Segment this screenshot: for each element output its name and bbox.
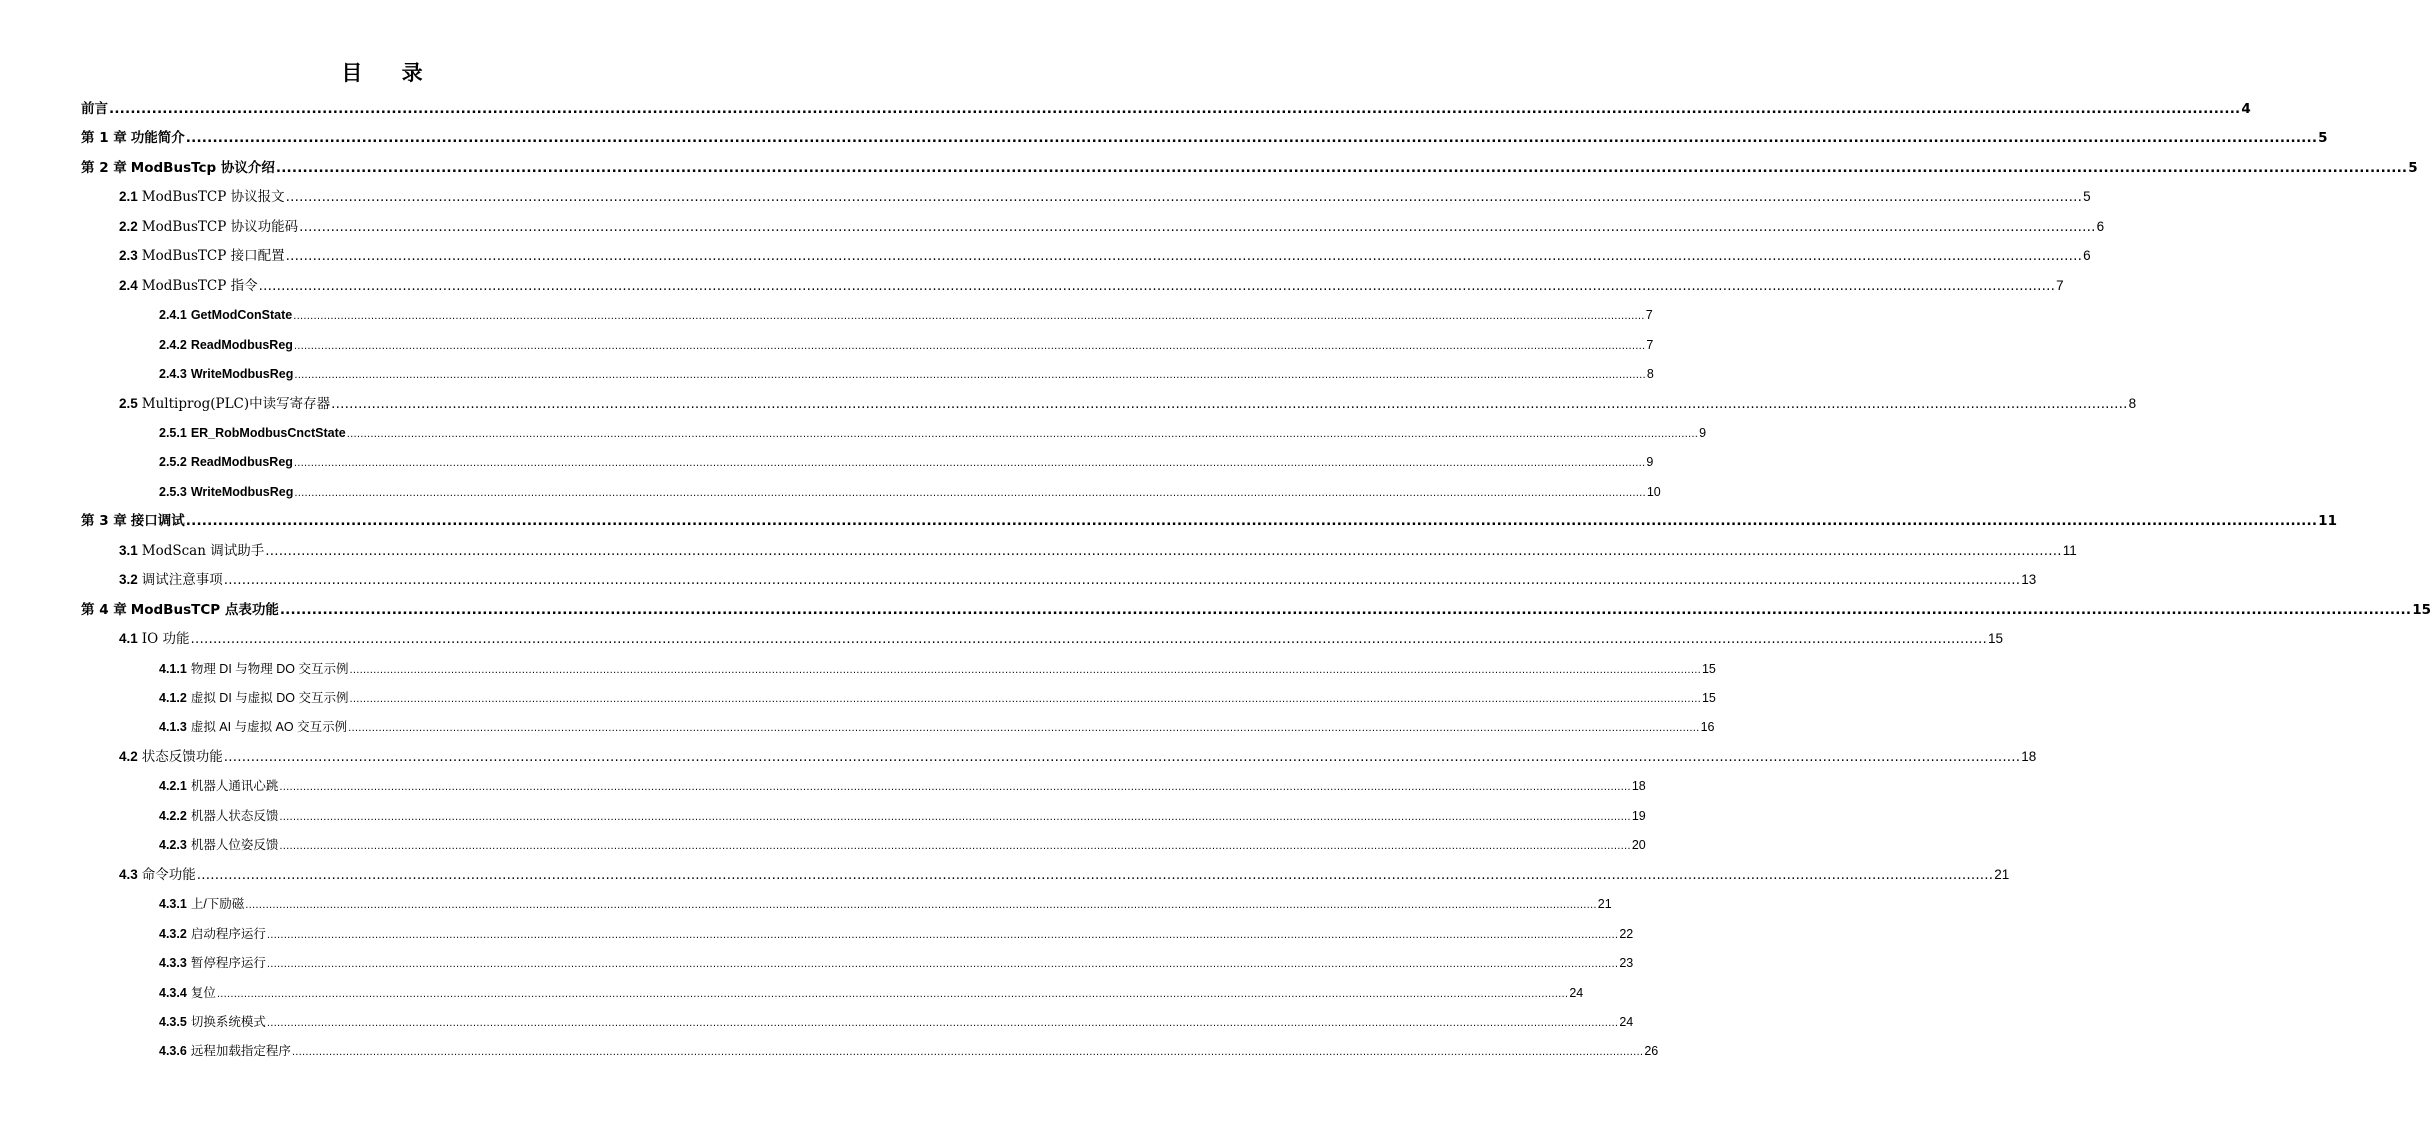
toc-entry-number: 4.2.1 — [159, 779, 187, 794]
toc-entry-title: 机器人位姿反馈 — [190, 838, 279, 853]
toc-entry-number: 4.3.3 — [159, 956, 187, 971]
toc-entry[interactable] — [159, 422, 1707, 444]
toc-entry[interactable] — [119, 393, 2137, 415]
toc-entry[interactable] — [159, 1040, 1659, 1062]
toc-entry[interactable] — [159, 952, 1634, 974]
toc-entry-number: 2.1 — [119, 189, 138, 205]
toc-leader-dots: ................................................................................................................................................................................................................................................................................................................................................................................................................ — [299, 218, 2096, 235]
toc-entry-title: 上/下励磁 — [190, 897, 245, 912]
toc-entry[interactable] — [159, 304, 1653, 326]
toc-entry[interactable] — [159, 451, 1654, 473]
toc-entry-number: 第 1 章 — [81, 130, 127, 147]
toc-entry-title: ModBusTCP 指令 — [141, 277, 258, 294]
toc-page-number: 24 — [1569, 985, 1584, 1000]
toc-page-number: 4 — [2241, 101, 2251, 117]
toc-leader-dots: ................................................................................................................................................................................................................................................................................................................................................................................................................ — [266, 929, 1619, 941]
toc-leader-dots: ................................................................................................................................................................................................................................................................................................................................................................................................................ — [258, 277, 2056, 294]
toc-entry[interactable] — [119, 540, 2077, 562]
toc-page-number: 15 — [1701, 691, 1716, 705]
toc-entry[interactable] — [81, 157, 2418, 179]
toc-leader-dots: ................................................................................................................................................................................................................................................................................................................................................................................................................ — [285, 189, 2083, 206]
toc-entry-title: 虚拟 DI 与虚拟 DO 交互示例 — [190, 691, 349, 705]
toc-entry-number: 4.2.3 — [159, 838, 187, 853]
toc-leader-dots: ................................................................................................................................................................................................................................................................................................................................................................................................................ — [293, 311, 1645, 323]
toc-entry-number: 4.3.1 — [159, 897, 187, 912]
toc-entry[interactable] — [159, 982, 1584, 1004]
toc-entry[interactable] — [119, 628, 2004, 650]
toc-page-number: 23 — [1619, 956, 1634, 971]
toc-page-number: 19 — [1631, 808, 1646, 823]
toc-entry[interactable] — [159, 481, 1661, 503]
toc-page-number: 11 — [2318, 513, 2337, 530]
toc-entry-number: 2.5.1 — [159, 425, 187, 440]
toc-page-number: 16 — [1700, 720, 1715, 735]
toc-page-number: 21 — [1597, 897, 1612, 912]
toc-page-number: 5 — [2318, 130, 2328, 147]
toc-entry-number: 4.3.4 — [159, 985, 187, 1000]
toc-page-number: 22 — [1619, 926, 1634, 941]
toc-leader-dots: ................................................................................................................................................................................................................................................................................................................................................................................................................ — [265, 542, 2062, 559]
toc-leader-dots: ................................................................................................................................................................................................................................................................................................................................................................................................................ — [185, 513, 2318, 530]
toc-entry-title: IO 功能 — [141, 631, 190, 648]
toc-entry[interactable] — [119, 864, 2010, 886]
toc-entry-title: ReadModbusReg — [190, 337, 293, 352]
toc-leader-dots: ................................................................................................................................................................................................................................................................................................................................................................................................................ — [346, 428, 1699, 440]
toc-page-number: 10 — [1646, 484, 1661, 499]
toc-page-number: 7 — [2056, 277, 2064, 293]
toc-leader-dots: ................................................................................................................................................................................................................................................................................................................................................................................................................ — [285, 248, 2083, 265]
toc-entry[interactable] — [119, 746, 2037, 768]
toc-entry-title: 机器人通讯心跳 — [190, 779, 279, 794]
toc-leader-dots: ................................................................................................................................................................................................................................................................................................................................................................................................................ — [279, 601, 2412, 618]
toc-page-number: 18 — [1631, 779, 1646, 794]
toc-entry-number: 4.3.2 — [159, 926, 187, 941]
toc-entry[interactable] — [119, 186, 2091, 208]
toc-entry-title: GetModConState — [190, 308, 293, 323]
toc-page-number: 26 — [1644, 1044, 1659, 1059]
toc-entry[interactable] — [81, 510, 2337, 532]
toc-entry-number: 2.3 — [119, 248, 138, 264]
toc-leader-dots: ................................................................................................................................................................................................................................................................................................................................................................................................................ — [245, 900, 1597, 912]
toc-entry-title: 调试注意事项 — [141, 572, 223, 589]
toc-entry-title: ModBusTCP 点表功能 — [130, 601, 279, 618]
toc-entry-number: 3.1 — [119, 542, 138, 558]
toc-entry-number: 4.3.5 — [159, 1014, 187, 1029]
toc-leader-dots: ................................................................................................................................................................................................................................................................................................................................................................................................................ — [294, 370, 1646, 382]
toc-entry[interactable] — [159, 893, 1612, 915]
toc-leader-dots: ................................................................................................................................................................................................................................................................................................................................................................................................................ — [294, 487, 1646, 499]
toc-entry-number: 4.1.1 — [159, 661, 187, 676]
toc-page-number: 9 — [1646, 455, 1654, 470]
toc-entry-title: ModBusTCP 协议功能码 — [141, 218, 299, 235]
toc-entry-number: 2.4 — [119, 277, 138, 293]
toc-entry[interactable] — [159, 334, 1654, 356]
toc-entry[interactable] — [119, 245, 2091, 267]
toc-leader-dots: ................................................................................................................................................................................................................................................................................................................................................................................................................ — [223, 748, 2021, 765]
toc-entry-title: ModBusTCP 接口配置 — [141, 248, 285, 265]
toc-leader-dots: ................................................................................................................................................................................................................................................................................................................................................................................................................ — [266, 959, 1619, 971]
toc-page-number: 5 — [2083, 189, 2091, 205]
toc-entry-number: 4.2.2 — [159, 808, 187, 823]
toc-leader-dots: ................................................................................................................................................................................................................................................................................................................................................................................................................ — [348, 723, 1700, 735]
toc-page-number: 6 — [2096, 218, 2105, 234]
toc-entry[interactable] — [81, 599, 2431, 621]
toc-entry[interactable] — [159, 775, 1646, 797]
toc-page-number: 15 — [2412, 601, 2431, 618]
toc-leader-dots: ................................................................................................................................................................................................................................................................................................................................................................................................................ — [196, 866, 1994, 883]
toc-leader-dots: ................................................................................................................................................................................................................................................................................................................................................................................................................ — [266, 1017, 1619, 1029]
toc-entry-number: 2.4.3 — [159, 367, 187, 382]
toc-page-number: 9 — [1699, 425, 1707, 440]
toc-leader-dots: ................................................................................................................................................................................................................................................................................................................................................................................................................ — [216, 988, 1569, 1000]
toc-page-number: 21 — [1994, 866, 2010, 882]
toc-entry[interactable] — [159, 1011, 1634, 1033]
toc-entry-title: 远程加载指定程序 — [190, 1044, 291, 1059]
toc-entry-number: 2.5.2 — [159, 455, 187, 470]
toc-page-number: 15 — [1701, 661, 1716, 676]
toc-entry-title: ModBusTcp 协议介绍 — [130, 159, 275, 176]
toc-entry-number: 4.1 — [119, 631, 138, 647]
toc-entry-number: 4.3.6 — [159, 1044, 187, 1059]
toc-entry-number: 第 4 章 — [81, 601, 127, 618]
toc-leader-dots: ................................................................................................................................................................................................................................................................................................................................................................................................................ — [291, 1047, 1644, 1059]
toc-leader-dots: ................................................................................................................................................................................................................................................................................................................................................................................................................ — [279, 841, 1631, 853]
toc-entry-title: ER_RobModbusCnctState — [190, 425, 346, 440]
toc-leader-dots: ................................................................................................................................................................................................................................................................................................................................................................................................................ — [109, 101, 2241, 117]
toc-page-number: 7 — [1645, 308, 1653, 323]
toc-entry-number: 2.2 — [119, 218, 138, 234]
toc-leader-dots: ................................................................................................................................................................................................................................................................................................................................................................................................................ — [190, 631, 1987, 648]
toc-entry-number: 3.2 — [119, 572, 138, 588]
toc-page-number: 11 — [2062, 542, 2077, 558]
toc-page-number: 15 — [1988, 631, 2004, 647]
toc-entry-number: 2.5.3 — [159, 484, 187, 499]
toc-entry-title: 切换系统模式 — [190, 1014, 266, 1029]
toc-page-number: 20 — [1631, 838, 1646, 853]
toc-entry-title: 命令功能 — [141, 866, 196, 883]
toc-page-number: 24 — [1619, 1014, 1634, 1029]
toc-entry[interactable] — [159, 834, 1646, 856]
toc-entry-title: Multiprog(PLC)中读写寄存器 — [141, 395, 331, 412]
toc-entry[interactable] — [159, 716, 1715, 738]
toc-leader-dots: ................................................................................................................................................................................................................................................................................................................................................................................................................ — [279, 782, 1631, 794]
toc-leader-dots: ................................................................................................................................................................................................................................................................................................................................................................................................................ — [331, 395, 2128, 412]
toc-page-number: 13 — [2021, 572, 2037, 588]
toc-entry-title: 接口调试 — [130, 513, 185, 530]
toc-entry-title: ReadModbusReg — [190, 455, 293, 470]
toc-page-number: 7 — [1646, 337, 1654, 352]
toc-entry[interactable] — [119, 216, 2105, 238]
toc-leader-dots: ................................................................................................................................................................................................................................................................................................................................................................................................................ — [223, 572, 2021, 589]
toc-entry-title: ModBusTCP 协议报文 — [141, 189, 285, 206]
toc-entry-title: 复位 — [190, 985, 216, 1000]
toc-entry-number: 4.2 — [119, 748, 138, 764]
toc-entry-title: 物理 DI 与物理 DO 交互示例 — [190, 661, 349, 676]
page-title: 目 录 — [341, 61, 439, 85]
toc-leader-dots: ................................................................................................................................................................................................................................................................................................................................................................................................................ — [293, 458, 1646, 470]
toc-entry[interactable] — [159, 687, 1716, 709]
toc-page-number: 18 — [2021, 748, 2037, 764]
toc-entry[interactable] — [81, 98, 2251, 120]
toc-entry-number: 第 2 章 — [81, 159, 127, 176]
toc-entry-title: 状态反馈功能 — [141, 748, 223, 765]
toc-leader-dots: ................................................................................................................................................................................................................................................................................................................................................................................................................ — [279, 811, 1631, 823]
toc-entry-title: 启动程序运行 — [190, 926, 266, 941]
toc-page-number: 8 — [2128, 395, 2137, 411]
toc-entry-number: 2.4.2 — [159, 337, 187, 352]
toc-entry-title: WriteModbusReg — [190, 367, 294, 382]
toc-leader-dots: ................................................................................................................................................................................................................................................................................................................................................................................................................ — [349, 694, 1701, 705]
toc-entry[interactable] — [81, 127, 2328, 149]
toc-page-number: 6 — [2083, 248, 2091, 264]
toc-leader-dots: ................................................................................................................................................................................................................................................................................................................................................................................................................ — [349, 664, 1701, 676]
toc-entry-title: 功能简介 — [130, 130, 185, 147]
toc-entry[interactable] — [159, 923, 1634, 945]
toc-entry-number: 4.3 — [119, 866, 138, 882]
toc-entry-title: ModScan 调试助手 — [141, 542, 265, 559]
toc-page-number: 5 — [2408, 159, 2418, 176]
toc-entry[interactable] — [159, 805, 1646, 827]
toc-entry-number: 2.4.1 — [159, 308, 187, 323]
toc-entry-title: 前言 — [81, 101, 108, 117]
toc-entry[interactable] — [159, 658, 1716, 680]
toc-entry-title: 机器人状态反馈 — [190, 808, 279, 823]
toc-entry-title: WriteModbusReg — [190, 484, 294, 499]
toc-entry-number: 2.5 — [119, 395, 138, 411]
toc-entry-title: 暂停程序运行 — [190, 956, 266, 971]
toc-entry[interactable] — [159, 363, 1654, 385]
toc-page-number: 8 — [1646, 367, 1654, 382]
toc-entry-number: 4.1.3 — [159, 720, 187, 735]
toc-leader-dots: ................................................................................................................................................................................................................................................................................................................................................................................................................ — [275, 159, 2408, 176]
toc-entry[interactable] — [119, 275, 2064, 297]
toc-leader-dots: ................................................................................................................................................................................................................................................................................................................................................................................................................ — [293, 340, 1646, 352]
toc-entry-number: 第 3 章 — [81, 513, 127, 530]
toc-entry-title: 虚拟 AI 与虚拟 AO 交互示例 — [190, 720, 348, 735]
toc-entry-number: 4.1.2 — [159, 691, 187, 705]
toc-leader-dots: ................................................................................................................................................................................................................................................................................................................................................................................................................ — [185, 130, 2318, 147]
toc-entry[interactable] — [119, 569, 2037, 591]
